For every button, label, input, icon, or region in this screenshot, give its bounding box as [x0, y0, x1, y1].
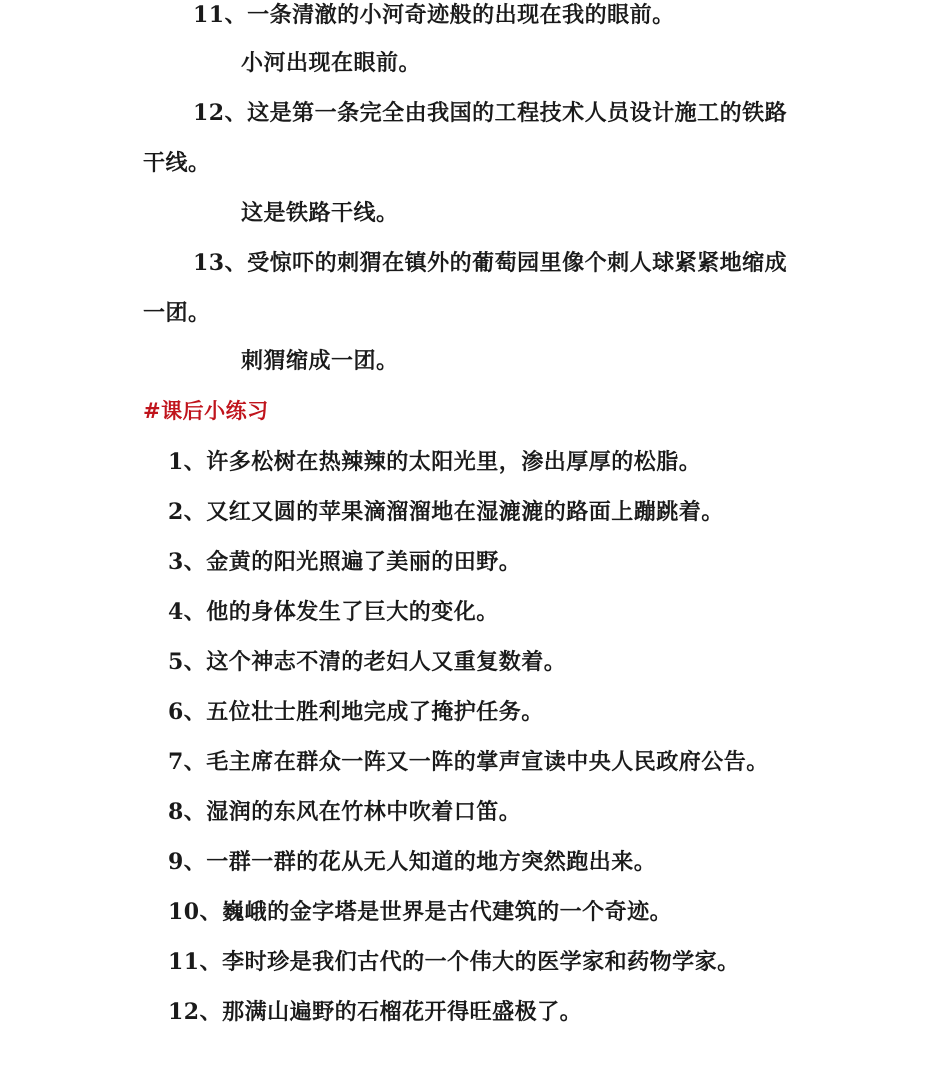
- sentence-11: 11、一条清澈的小河奇迹般的出现在我的眼前。: [193, 2, 675, 28]
- practice-item: 2、又红又圆的苹果滴溜溜地在湿漉漉的路面上蹦跳着。: [168, 499, 724, 525]
- sentence-12-line2: 干线。: [143, 150, 211, 176]
- practice-item: 7、毛主席在群众一阵又一阵的掌声宣读中央人民政府公告。: [168, 749, 769, 775]
- practice-heading: #课后小练习: [143, 398, 269, 423]
- sentence-12-line1: 12、这是第一条完全由我国的工程技术人员设计施工的铁路: [193, 100, 788, 126]
- practice-item: 4、他的身体发生了巨大的变化。: [168, 599, 499, 625]
- practice-item: 8、湿润的东风在竹林中吹着口笛。: [168, 799, 522, 825]
- practice-item: 10、巍峨的金字塔是世界是古代建筑的一个奇迹。: [168, 899, 673, 925]
- practice-item: 6、五位壮士胜利地完成了掩护任务。: [168, 699, 544, 725]
- sentence-13-line2: 一团。: [143, 300, 211, 326]
- answer-13: 刺猬缩成一团。: [241, 348, 399, 374]
- sentence-13-line1: 13、受惊吓的刺猬在镇外的葡萄园里像个刺人球紧紧地缩成: [193, 250, 788, 276]
- practice-item: 5、这个神志不清的老妇人又重复数着。: [168, 649, 567, 675]
- practice-item: 1、许多松树在热辣辣的太阳光里，渗出厚厚的松脂。: [168, 449, 702, 475]
- practice-item: 3、金黄的阳光照遍了美丽的田野。: [168, 549, 522, 575]
- practice-item: 12、那满山遍野的石榴花开得旺盛极了。: [168, 999, 583, 1025]
- answer-12: 这是铁路干线。: [241, 200, 399, 226]
- practice-item: 11、李时珍是我们古代的一个伟大的医学家和药物学家。: [168, 949, 740, 975]
- practice-item: 9、一群一群的花从无人知道的地方突然跑出来。: [168, 849, 657, 875]
- answer-11: 小河出现在眼前。: [241, 50, 422, 76]
